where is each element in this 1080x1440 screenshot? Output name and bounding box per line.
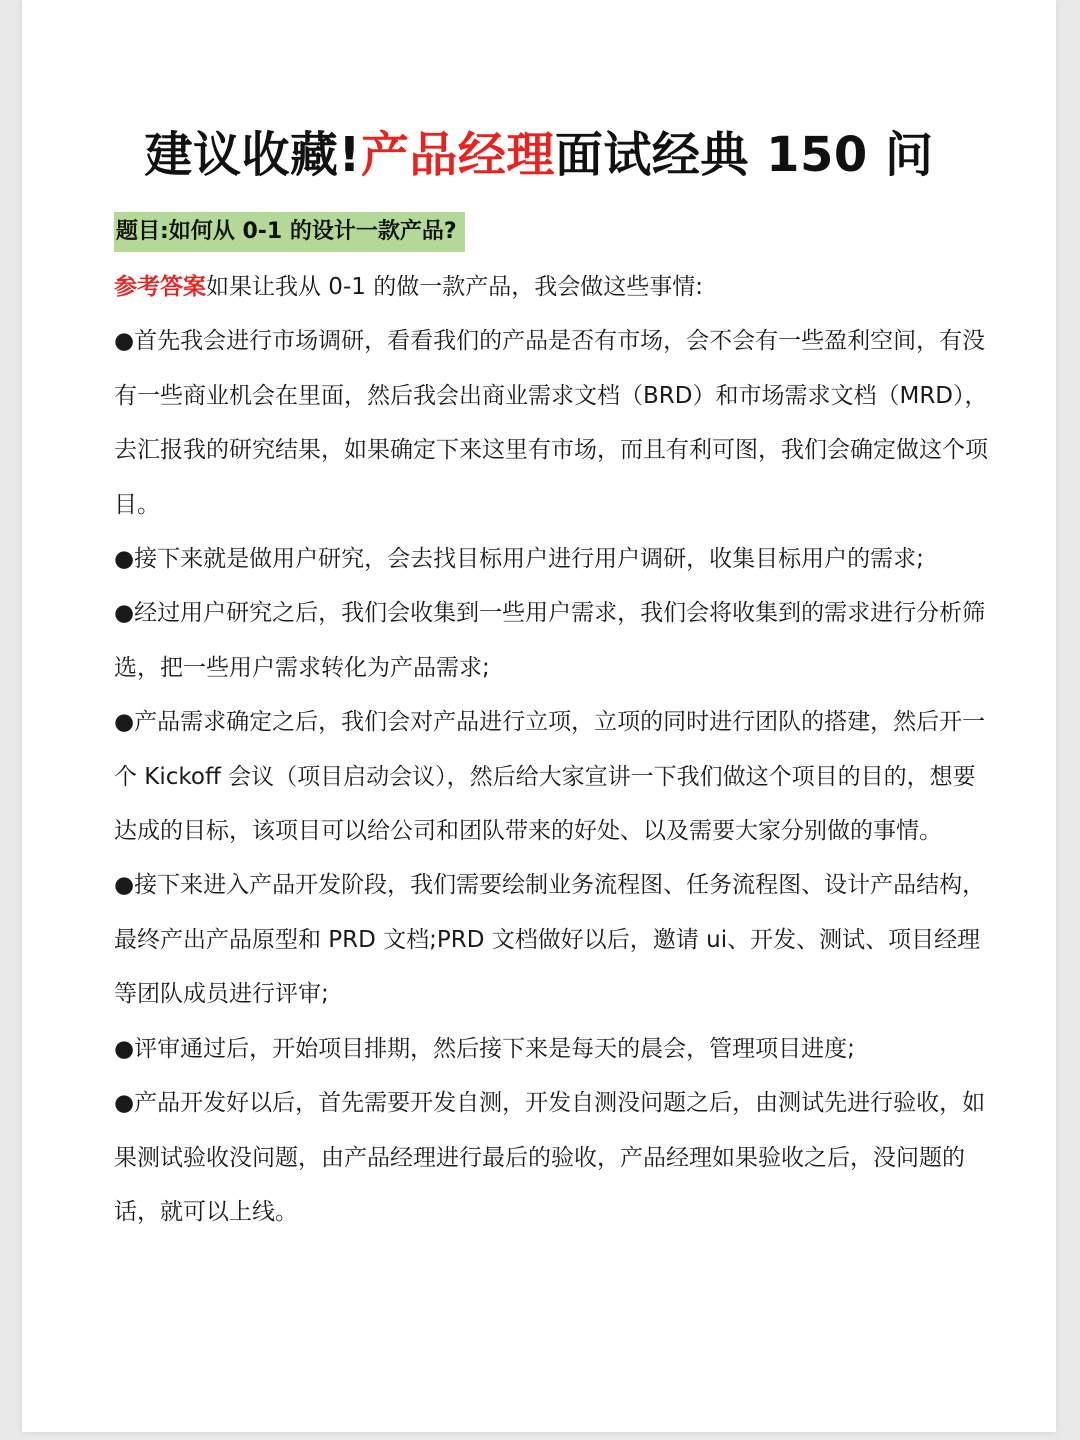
answer-point-1: ●首先我会进行市场调研，看看我们的产品是否有市场，会不会有一些盈利空间，有没有一些商业机会在里面，然后我会出商业需求文档（BRD）和市场需求文档（MRD），去汇报我的研究结果，如果确定下来这里有市场，而且有利可图，我们会确定做这个项目。 bbox=[114, 328, 988, 518]
answer-point-5: ●接下来进入产品开发阶段，我们需要绘制业务流程图、任务流程图、设计产品结构，最终产出产品原型和 PRD 文档;PRD 文档做好以后，邀请 ui、开发、测试、项目经理等团队成员进行评审; bbox=[114, 872, 986, 1008]
answer-point-3: ●经过用户研究之后，我们会收集到一些用户需求，我们会将收集到的需求进行分析筛选，把一些用户需求转化为产品需求; bbox=[114, 600, 986, 681]
answer-point-4: ●产品需求确定之后，我们会对产品进行立项，立项的同时进行团队的搭建，然后开一个 Kickoff 会议（项目启动会议），然后给大家宣讲一下我们做这个项目的目的，想要达成的目标，该项目可以给公司和团队带来的好处、以及需要大家分别做的事情。 bbox=[114, 709, 986, 845]
page-title bbox=[22, 116, 1056, 185]
answer-point-6: ●评审通过后，开始项目排期，然后接下来是每天的晨会，管理项目进度; bbox=[114, 1035, 855, 1062]
answer-label: 参考答案 bbox=[114, 274, 206, 300]
title-part-1: 建议收藏! bbox=[144, 127, 361, 183]
document-page bbox=[22, 0, 1056, 1432]
answer-point-2: ●接下来就是做用户研究，会去找目标用户进行用户调研，收集目标用户的需求; bbox=[114, 546, 924, 573]
answer-intro-paragraph bbox=[114, 260, 994, 314]
answer-intro: 如果让我从 0-1 的做一款产品，我会做这些事情: bbox=[206, 274, 703, 300]
question-heading: 题目:如何从 0-1 的设计一款产品? bbox=[114, 212, 465, 252]
title-part-3: 面试经典 150 问 bbox=[554, 127, 934, 183]
answer-body bbox=[114, 260, 994, 1239]
answer-point-7: ●产品开发好以后，首先需要开发自测，开发自测没问题之后，由测试先进行验收，如果测试验收没问题，由产品经理进行最后的验收，产品经理如果验收之后，没问题的话，就可以上线。 bbox=[114, 1090, 986, 1225]
title-highlight: 产品经理 bbox=[360, 127, 555, 183]
